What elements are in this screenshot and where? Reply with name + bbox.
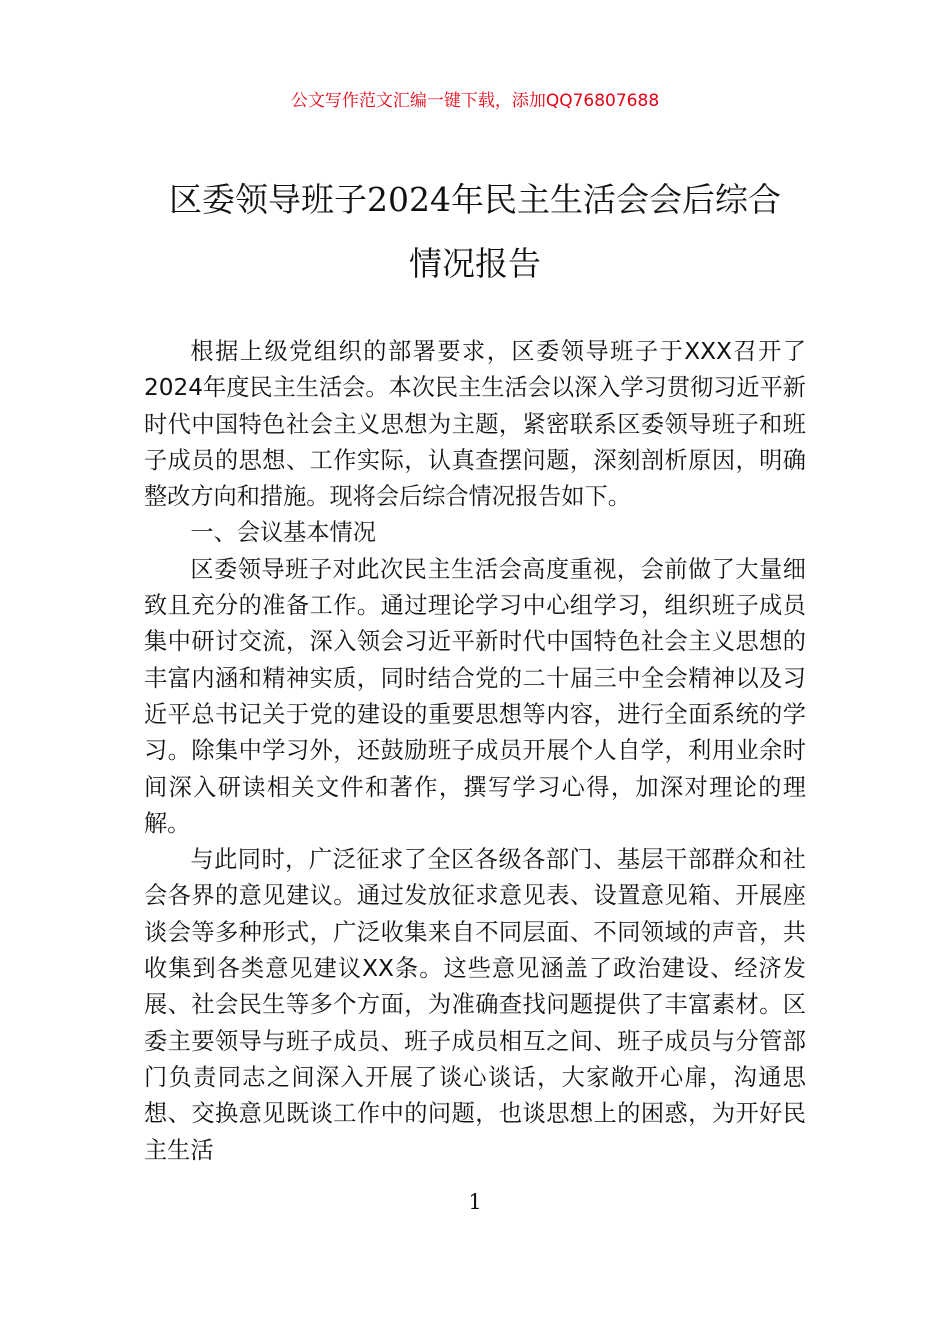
document-body: [144, 334, 806, 1169]
download-banner: 公文写作范文汇编一键下载，添加QQ76807688: [290, 91, 660, 111]
paragraph-preparation: 区委领导班子对此次民主生活会高度重视，会前做了大量细致且充分的准备工作。通过理论学习中心组学习，组织班子成员集中研讨交流，深入领会习近平新时代中国特色社会主义思想的丰富内涵和精神实质，同时结合党的二十届三中全会精神以及习近平总书记关于党的建设的重要思想等内容，进行全面系统的学习。除集中学习外，还鼓励班子成员开展个人自学，利用业余时间深入研读相关文件和著作，撰写学习心得，加深对理论的理解。: [144, 555, 806, 837]
title-line-2: 情况报告: [409, 244, 541, 283]
page-number: 1: [468, 1190, 482, 1214]
paragraph-opinions: 与此同时，广泛征求了全区各级各部门、基层干部群众和社会各界的意见建议。通过发放征求意见表、设置意见箱、开展座谈会等多种形式，广泛收集来自不同层面、不同领域的声音，共收集到各类意见建议XX条。这些意见涵盖了政治建设、经济发展、社会民生等多个方面，为准确查找问题提供了丰富素材。区委主要领导与班子成员、班子成员相互之间、班子成员与分管部门负责同志之间深入开展了谈心谈话，大家敞开心扉，沟通思想、交换意见既谈工作中的问题，也谈思想上的困惑，为开好民主生活: [144, 846, 806, 1164]
document-title: [110, 168, 840, 296]
section-heading-1: 一、会议基本情况: [190, 519, 376, 547]
paragraph-intro: 根据上级党组织的部署要求，区委领导班子于XXX召开了2024年度民主生活会。本次民主生活会以深入学习贯彻习近平新时代中国特色社会主义思想为主题，紧密联系区委领导班子和班子成员的思想、工作实际，认真查摆问题，深刻剖析原因，明确整改方向和措施。现将会后综合情况报告如下。: [144, 338, 806, 511]
title-line-1: 区委领导班子2024年民主生活会会后综合: [169, 180, 781, 219]
